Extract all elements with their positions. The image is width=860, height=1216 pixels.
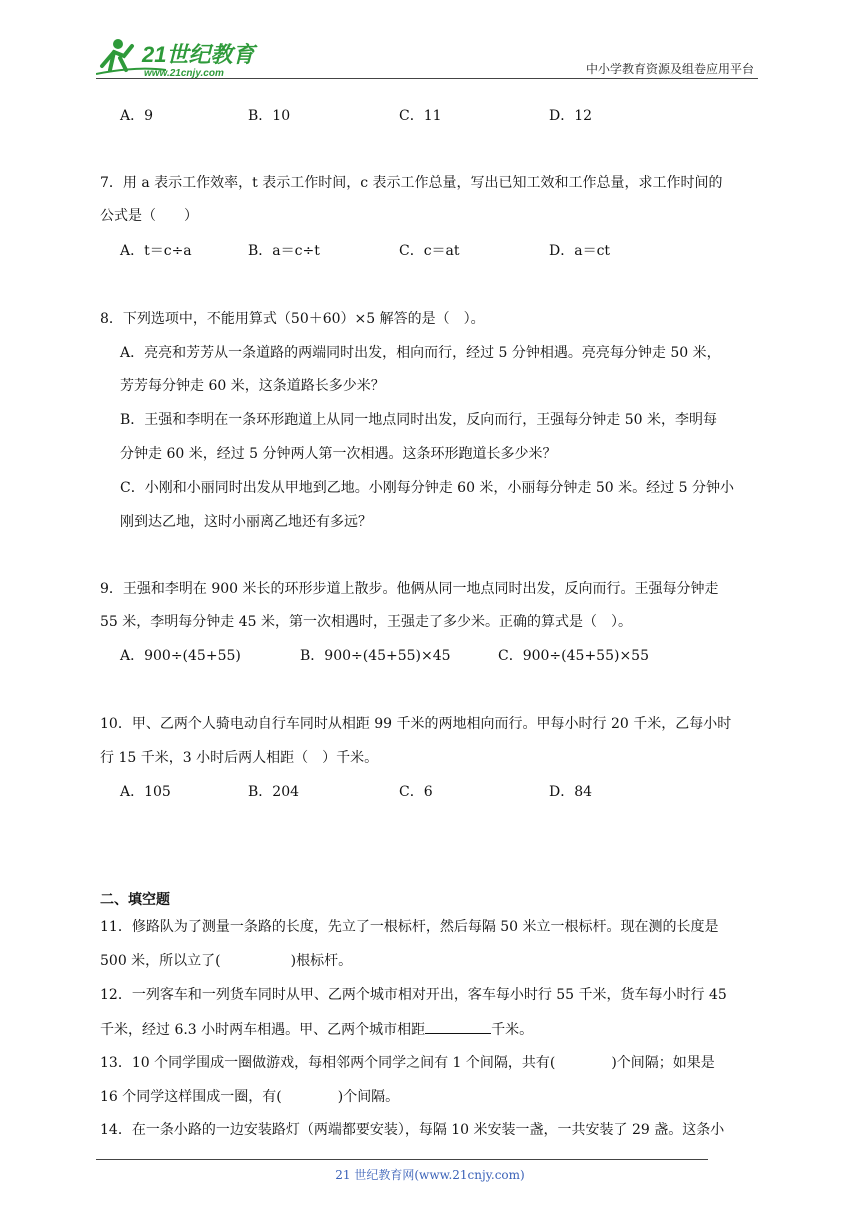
q7-stem-line1: 7．用 a 表示工作效率，t 表示工作时间，c 表示工作总量，写出已知工效和工作总量，求工作时间的 (100, 175, 723, 191)
q7-option-d: D．a＝ct (549, 243, 611, 259)
q10-stem-line1: 10．甲、乙两个人骑电动自行车同时从相距 99 千米的两地相向而行。甲每小时行 20 千米，乙每小时 (100, 716, 732, 732)
svg-text:21世纪教育: 21世纪教育 (142, 42, 255, 67)
q12-stem-line1: 12．一列客车和一列货车同时从甲、乙两个城市相对开出，客车每小时行 55 千米，货车每小时行 45 (100, 987, 727, 1003)
q8-option-b-line1: B．王强和李明在一条环形跑道上从同一地点同时出发，反向而行，王强每分钟走 50 米，李明每 (120, 412, 718, 428)
q7-option-b: B．a＝c÷t (248, 243, 320, 259)
q8-option-a-line1: A．亮亮和芳芳从一条道路的两端同时出发，相向而行，经过 5 分钟相遇。亮亮每分钟走 50 米， (120, 345, 721, 361)
q6-option-b: B．10 (248, 108, 291, 124)
q11-stem-line2: 500 米，所以立了( )根标杆。 (100, 953, 353, 969)
q10-option-b: B．204 (248, 784, 300, 800)
q12-text-after-blank: 千米。 (491, 1022, 534, 1038)
q9-option-c: C．900÷(45+55)×55 (498, 648, 649, 664)
q12-text-before-blank: 千米，经过 6.3 小时两车相遇。甲、乙两个城市相距 (100, 1022, 426, 1038)
site-title: 中小学教育资源及组卷应用平台 (585, 62, 754, 76)
q8-option-b-line2: 分钟走 60 米，经过 5 分钟两人第一次相遇。这条环形跑道长多少米？ (120, 446, 557, 462)
q9-stem-line2: 55 米，李明每分钟走 45 米，第一次相遇时，王强走了多少米。正确的算式是（ ）。 (100, 614, 632, 630)
q9-stem-line1: 9．王强和李明在 900 米长的环形步道上散步。他俩从同一地点同时出发，反向而行。王强每分钟走 (100, 581, 719, 597)
q10-stem-line2: 行 15 千米，3 小时后两人相距（ ）千米。 (100, 750, 379, 766)
footer-divider (96, 1159, 708, 1160)
q7-option-a: A．t＝c÷a (120, 243, 192, 259)
q9-option-a: A．900÷(45+55) (120, 648, 241, 664)
svg-text:www.21cnjy.com: www.21cnjy.com (144, 68, 224, 79)
q14-stem-line1: 14．在一条小路的一边安装路灯（两端都要安装），每隔 10 米安装一盏，一共安装了 29 盏。这条小 (100, 1122, 725, 1138)
section-title-fill-in: 二、填空题 (100, 892, 170, 908)
q10-option-c: C．6 (399, 784, 433, 800)
footer-text: 21 世纪教育网(www.21cnjy.com) (335, 1168, 525, 1182)
q8-option-c-line1: C．小刚和小丽同时出发从甲地到乙地。小刚每分钟走 60 米，小丽每分钟走 50 米。经过 5 分钟小 (120, 480, 734, 496)
q8-option-c-line2: 刚到达乙地，这时小丽离乙地还有多远？ (120, 514, 372, 530)
runner-logo-icon (96, 36, 276, 80)
q13-stem-line1: 13．10 个同学围成一圈做游戏，每相邻两个同学之间有 1 个间隔，共有( )个间隔；如果是 (100, 1055, 715, 1071)
q6-option-d: D．12 (549, 108, 593, 124)
q8-option-a-line2: 芳芳每分钟走 60 米，这条道路长多少米？ (120, 378, 385, 394)
q12-stem-line2 (100, 1019, 533, 1040)
q11-stem-line1: 11．修路队为了测量一条路的长度，先立了一根标杆，然后每隔 50 米立一根标杆。现在测的长度是 (100, 919, 719, 935)
q13-stem-line2: 16 个同学这样围成一圈，有( )个间隔。 (100, 1089, 400, 1105)
q10-option-a: A．105 (120, 784, 171, 800)
q12-answer-blank (425, 1019, 491, 1034)
site-logo (96, 36, 276, 80)
q8-stem: 8．下列选项中，不能用算式（50＋60）×5 解答的是（ ）。 (100, 311, 485, 327)
q6-option-c: C．11 (399, 108, 442, 124)
q10-option-d: D．84 (549, 784, 593, 800)
q6-option-a: A．9 (120, 108, 154, 124)
q7-option-c: C．c＝at (399, 243, 460, 259)
header-divider (96, 78, 758, 79)
q7-stem-line2: 公式是（ ） (100, 208, 198, 224)
q9-option-b: B．900÷(45+55)×45 (300, 648, 451, 664)
